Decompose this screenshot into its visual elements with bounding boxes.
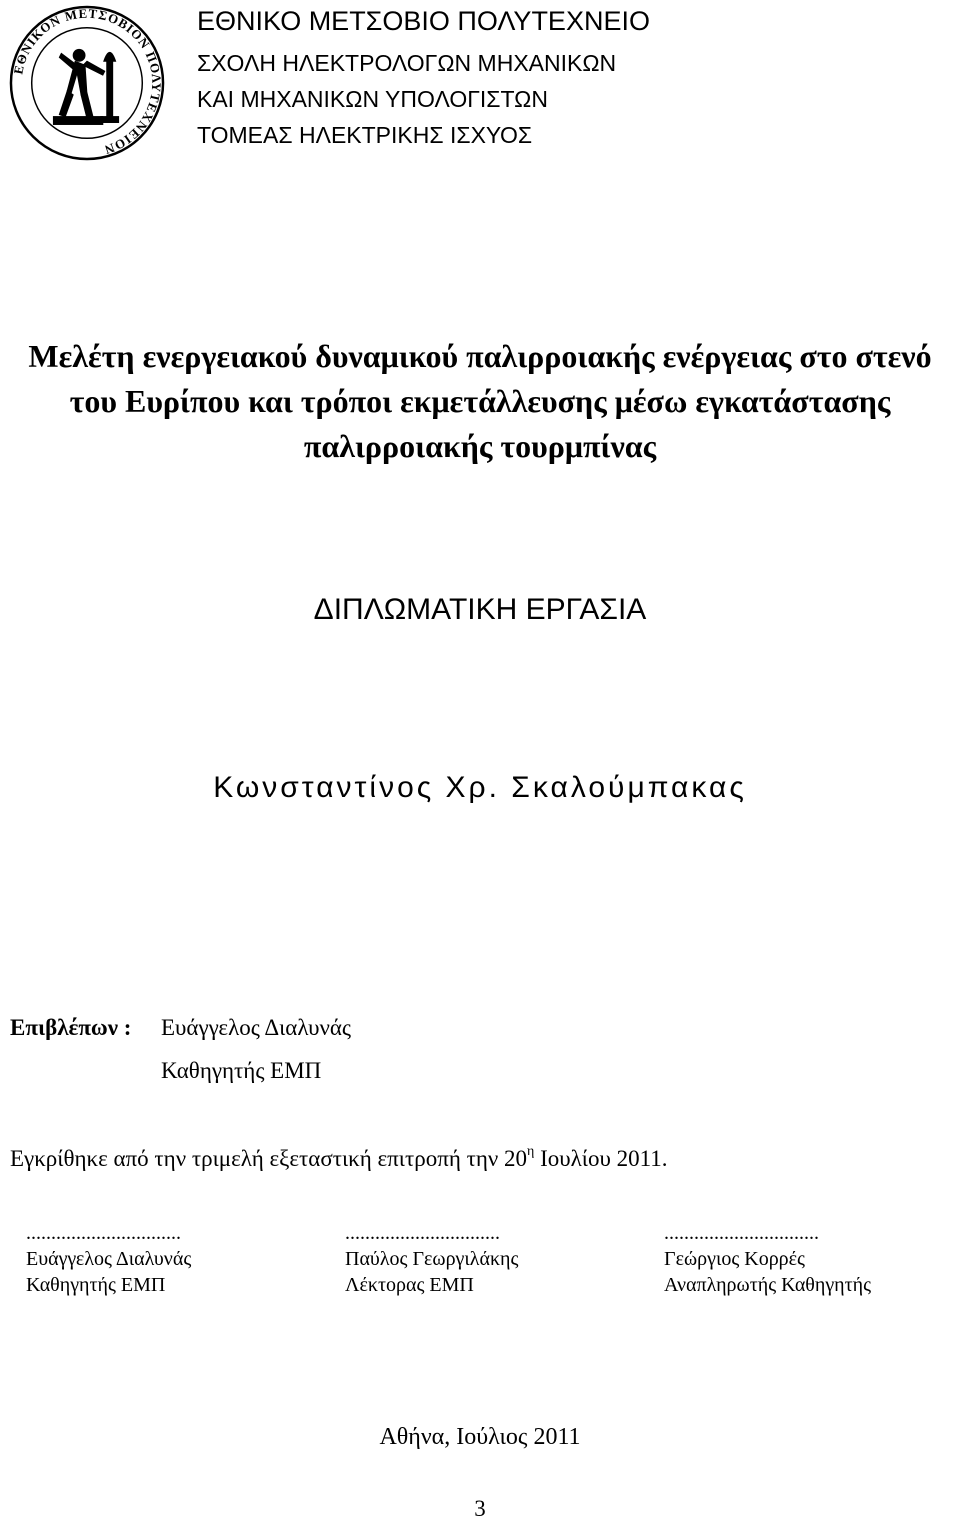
author-name: Κωνσταντίνος Χρ. Σκαλούμπακας [213, 771, 747, 804]
signature-block [26, 1220, 191, 1298]
svg-text:ΕΘΝΙΚΟΝ ΜΕΤΣΟΒΙΟΝ ΠΟΛΥΤΕΧΝΕΙΟΝ: ΕΘΝΙΚΟΝ ΜΕΤΣΟΒΙΟΝ ΠΟΛΥΤΕΧΝΕΙΟΝ [11, 6, 164, 157]
signatory-role: Αναπληρωτής Καθηγητής [664, 1274, 872, 1296]
university-name: ΕΘΝΙΚΟ ΜΕΤΣΟΒΙΟ ΠΟΛΥΤΕΧΝΕΙΟ [197, 6, 650, 36]
school-name-line2: ΚΑΙ ΜΗΧΑΝΙΚΩΝ ΥΠΟΛΟΓΙΣΤΩΝ [197, 86, 548, 112]
approval-text: Εγκρίθηκε από την τριμελή εξεταστική επιτροπή την 20 [10, 1146, 528, 1171]
signature-block [664, 1220, 871, 1298]
thesis-title-line2: του Ευρίπου και τρόποι εκμετάλλευσης μέσω εγκατάστασης [69, 383, 891, 419]
approval-superscript: η [527, 1144, 535, 1159]
signatory-name: Παύλος Γεωργιλάκης [345, 1248, 519, 1270]
signature-line: ............................... [664, 1222, 819, 1244]
school-name-line1: ΣΧΟΛΗ ΗΛΕΚΤΡΟΛΟΓΩΝ ΜΗΧΑΝΙΚΩΝ [197, 50, 617, 76]
thesis-title-line3: παλιρροιακής τουρμπίνας [303, 428, 657, 464]
signatory-role: Λέκτορας ΕΜΠ [345, 1274, 474, 1296]
department-name: ΤΟΜΕΑΣ ΗΛΕΚΤΡΙΚΗΣ ΙΣΧΥΟΣ [197, 122, 533, 148]
supervisor-label: Επιβλέπων : [10, 1015, 132, 1040]
signature-block [345, 1220, 518, 1298]
signature-line: ............................... [345, 1222, 500, 1244]
document-type: ΔΙΠΛΩΜΑΤΙΚΗ ΕΡΓΑΣΙΑ [313, 593, 647, 626]
place-and-date: Αθήνα, Ιούλιος 2011 [379, 1424, 581, 1450]
ntua-seal-icon [8, 4, 166, 162]
approval-text-end: Ιουλίου 2011. [534, 1146, 668, 1171]
signatory-name: Ευάγγελος Διαλυνάς [26, 1248, 192, 1270]
signatory-name: Γεώργιος Κορρές [664, 1248, 805, 1270]
thesis-title-line1: Μελέτη ενεργειακού δυναμικού παλιρροιακής ενέργειας στο στενό [28, 338, 932, 374]
approval-statement [10, 1144, 668, 1172]
signatory-role: Καθηγητής ΕΜΠ [26, 1274, 166, 1296]
signature-line: ............................... [26, 1222, 181, 1244]
supervisor-name: Ευάγγελος Διαλυνάς [161, 1015, 352, 1040]
page-number: 3 [474, 1496, 486, 1521]
supervisor-role: Καθηγητής ΕΜΠ [161, 1058, 322, 1083]
